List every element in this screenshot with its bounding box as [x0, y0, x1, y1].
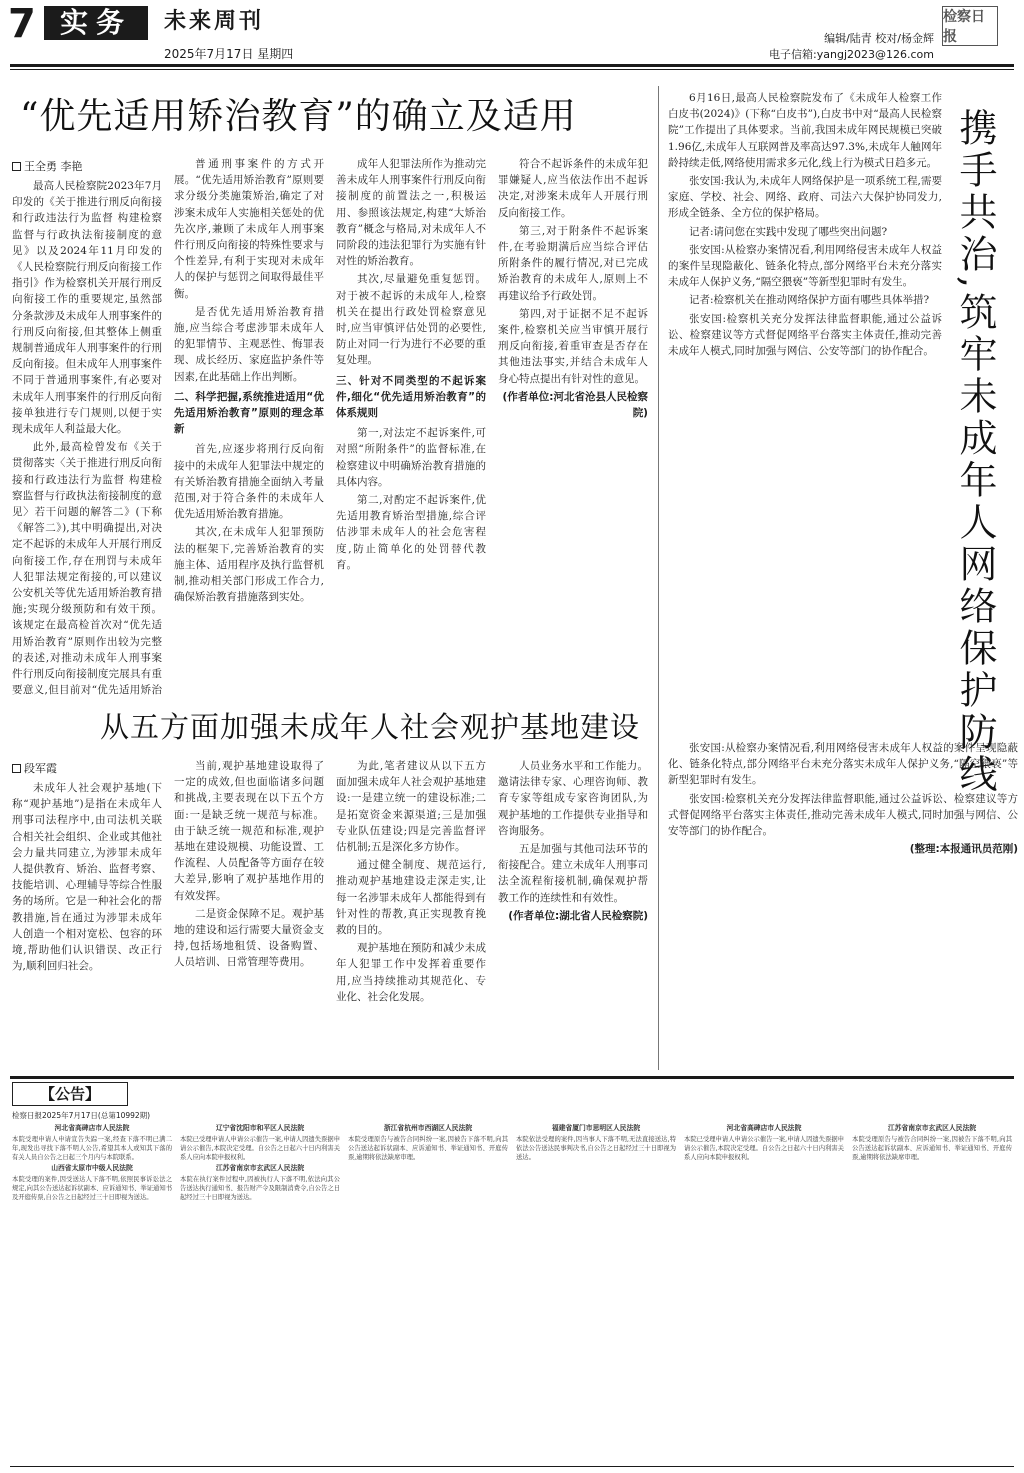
masthead	[0, 0, 1024, 70]
side-article-credit: (整理:本报通讯员范刚)	[909, 843, 1018, 856]
masthead-rule	[10, 64, 1014, 67]
paragraph: 最高人民检察院2023年7月印发的《关于推进行刑反向衔接和行政违法行为监督 构建检察监督与行政执法衔接制度的意见》以及2024年11月印发的《人民检察院行刑反向衔接工作指引》作为检察机关开展行刑反向衔接工作的重要规定,虽然部分条款涉及未成年人刑事案件的行刑反向衔接,但其整体上侧重规制普通成年人刑事案件的行刑反向衔接。但未成年人刑事案件不同于普通刑事案件,有必要对未成年人刑事案件的行刑反向衔接单独进行专门规则,以便于实现未成年人利益最大化。	[12, 180, 162, 436]
footer-rule	[10, 1466, 1014, 1467]
notice-text: 本院在执行案件过程中,因被执行人下落不明,依法向其公告送达执行通知书、报告财产令及限制消费令,自公告之日起经过三十日即视为送达。	[180, 1176, 340, 1201]
paragraph: 首先,应逐步将刑行反向衔接中的未成年人犯罪法中规定的有关矫治教育措施全面纳入考量范围,对于符合条件的未成年人优先适用矫治教育措施。	[174, 443, 324, 521]
paragraph: 第三,对于附条件不起诉案件,在考验期满后应当综合评估所附条件的履行情况,对已完成矫治教育的未成年人,原则上不再建议给予行政处罚。	[498, 224, 648, 302]
column-divider	[658, 86, 659, 1070]
paragraph: 第四,对于证据不足不起诉案件,检察机关应当审慎开展行刑反向衔接,着重审查是否存在其他违法事实,并结合未成年人身心特点提出有针对性的意见。	[498, 307, 648, 385]
notice-title: 河北省高碑店市人民法院	[54, 1124, 130, 1132]
subheading: 三、针对不同类型的不起诉案件,细化“优先适用矫治教育”的体系规则	[336, 374, 486, 420]
paragraph: 张安国:检察机关充分发挥法律监督职能,通过公益诉讼、检察建议等方式督促网络平台落实主体责任,推动完善未成年人模式,同时加强与网信、公安等部门的协作配合。	[668, 792, 1018, 838]
paragraph: 符合不起诉条件的未成年犯罪嫌疑人,应当依法作出不起诉决定,对涉案未成年人开展行刑反向衔接工作。	[498, 158, 648, 219]
article2-column-3	[336, 758, 486, 1070]
article2-column-2	[174, 758, 324, 1070]
paragraph: 当前,观护基地建设取得了一定的成效,但也面临诸多问题和挑战,主要表现在以下五个方面:一是缺乏统一规范与标准。由于缺乏统一规范和标准,观护基地在建设规模、功能设置、工作流程、人员配备等方面存在较大差异,影响了观护基地作用的有效发挥。	[174, 760, 324, 902]
notice-title: 山西省太原市中级人民法院	[51, 1164, 133, 1172]
notice-column-4	[516, 1122, 676, 1462]
side-article-continued	[668, 740, 1018, 1060]
notice-title: 河北省高碑店市人民法院	[726, 1124, 802, 1132]
side-article-title: 携手共治,筑牢未成年人网络保护防线	[953, 108, 997, 797]
notice-text: 本院受理的案件,因受送达人下落不明,依照民事诉讼法之规定,向其公告送达起诉状副本、应诉通知书、举证通知书及开庭传票,自公告之日起经过三十日即视为送达。	[12, 1176, 172, 1201]
paragraph: 普通刑事案件的方式开展。“优先适用矫治教育”原则要求分级分类施策矫治,确定了对涉案未成年人实施相关惩处的优先次序,兼顾了未成年人刑事案件行刑反向衔接的特殊性要求与个性差异,有利于实现对未成年人的保护与惩罚之间取得最佳平衡。	[174, 158, 324, 300]
paragraph: 二是资金保障不足。观护基地的建设和运行需要大量资金支持,包括场地租赁、设备购置、人员培训、日常管理等费用。	[174, 907, 324, 969]
paragraph: 观护基地在预防和减少未成年人犯罪工作中发挥着重要作用,应当持续推动其规范化、专业化、社会化发展。	[336, 942, 486, 1003]
newspaper-logo: 检察日报	[942, 6, 998, 46]
paragraph: 成年人犯罪法所作为推动完善未成年人刑事案件行刑反向衔接制度的前置法之一,积极运用、参照该法规定,构建“大矫治教育”概念与格局,对未成年人不同阶段的违法犯罪行为实施有针对性的矫治教育。	[336, 158, 486, 268]
notice-column-2	[180, 1122, 340, 1462]
paragraph: 张安国:我认为,未成年人网络保护是一项系统工程,需要家庭、学校、社会、网络、政府、司法六大保护协同发力,形成全链条、全方位的保护格局。	[668, 175, 942, 220]
article1-column-1	[12, 178, 162, 696]
editor-email: 电子信箱:yangj2023@126.com	[769, 48, 934, 61]
paragraph: 是否优先适用矫治教育措施,应当综合考虑涉罪未成年人的犯罪情节、主观恶性、悔罪表现、成长经历、家庭监护条件等因素,在此基础上作出判断。	[174, 305, 324, 383]
notice-title: 江苏省南京市玄武区人民法院	[215, 1164, 305, 1172]
article1-column-4	[498, 156, 648, 696]
paragraph: 此外,最高检曾发布《关于贯彻落实〈关于推进行刑反向衔接和行政违法行为监督 构建检察监督与行政执法衔接制度的意见〉若干问题的解答二》(下称《解答二》),其中明确提出,对决定不起诉的未成年人开展行刑反向衔接工作,存在刑罚与未成年人犯罪法规定衔接的,可以建议公安机关等优先适用矫治教育措施;实现分级预防和有效干预。该规定在最高检首次对“优先适用矫治教育”原则作出较为完整的表述,对推动未成年人刑事案件行刑反向衔接制度完展具有重要意义,但目前对“优先适用矫治	[12, 441, 162, 696]
paragraph: 第一,对法定不起诉案件,可对照“所附条件”的监督标准,在检察建议中明确矫治教育措施的具体内容。	[336, 427, 486, 488]
notice-title: 福建省厦门市思明区人民法院	[551, 1124, 641, 1132]
paragraph: 人员业务水平和工作能力。邀请法律专家、心理咨询师、教育专家等组成专家咨询团队,为观护基地的工作提供专业指导和咨询服务。	[498, 760, 648, 837]
article2-byline: 段军霞	[12, 760, 57, 776]
notice-text: 本院已受理申请人申请公示催告一案,申请人因遗失票据申请公示催告,本院决定受理。自公告之日起六十日内利害关系人应向本院申报权利。	[684, 1136, 844, 1161]
section-label: 实务	[44, 6, 148, 40]
notice-column-6	[852, 1122, 1012, 1462]
notice-text: 本院受理原告与被告合同纠纷一案,因被告下落不明,向其公告送达起诉状副本、应诉通知书、举证通知书、开庭传票,逾期将依法缺席审理。	[348, 1136, 508, 1161]
notice-column-1	[12, 1122, 172, 1462]
masthead-rule-thin	[10, 69, 1014, 70]
article1-column-3	[336, 156, 486, 696]
paragraph: 记者:检察机关在推动网络保护方面有哪些具体举措?	[689, 294, 930, 307]
editors-line: 编辑/陆青 校对/杨金辉	[824, 32, 934, 45]
notice-text: 本院依法受理的案件,因当事人下落不明,无法直接送达,特依法公告送达民事判决书,自公告之日起经过三十日即视为送达。	[516, 1136, 676, 1161]
paragraph: 张安国:从检察办案情况看,利用网络侵害未成年人权益的案件呈现隐蔽化、链条化特点,部分网络平台未充分落实未成年人保护义务,“隔空猥亵”等新型犯罪时有发生。	[668, 243, 942, 289]
article1-byline: 王全勇 李艳	[12, 158, 83, 174]
paper-name: 未来周刊	[164, 9, 265, 34]
page-number: 7	[8, 1, 36, 47]
subheading: 二、科学把握,系统推进适用“优先适用矫治教育”原则的理念革新	[174, 390, 324, 436]
notice-title: 江苏省南京市玄武区人民法院	[887, 1124, 977, 1132]
byline-marker-icon	[12, 764, 21, 773]
notice-header: 【公告】	[12, 1082, 128, 1106]
article2-headline: 从五方面加强未成年人社会观护基地建设	[100, 710, 641, 744]
notice-text: 本院已受理申请人申请公示催告一案,申请人因遗失票据申请公示催告,本院决定受理。自公告之日起六十日内利害关系人应向本院申报权利。	[180, 1136, 340, 1161]
issue-date: 2025年7月17日 星期四	[164, 47, 294, 61]
paragraph: 其次,在未成年人犯罪预防法的框架下,完善矫治教育的实施主体、适用程序及执行监督机制,推动相关部门形成工作合力,确保矫治教育措施落到实处。	[174, 526, 324, 604]
side-article-body	[668, 90, 942, 730]
notice-text: 本院受理原告与被告合同纠纷一案,因被告下落不明,向其公告送达起诉状副本、应诉通知书、举证通知书、开庭传票,逾期将依法缺席审理。	[852, 1136, 1012, 1161]
notice-column-3	[348, 1122, 508, 1462]
side-article-intro: 6月16日,最高人民检察院发布了《未成年人检察工作白皮书(2024)》(下称“白皮书”),白皮书中对“最高人民检察院”工作提出了具体要求。当前,我国未成年网民规模已突破1.96亿,未成年人互联网普及率高达97.3%,未成年人触网年龄持续走低,网络使用需求多元化,线上行为模式日趋多元。	[668, 92, 942, 169]
article2-credit: (作者单位:湖北省人民检察院)	[508, 909, 648, 922]
article2-column-4	[498, 758, 648, 1070]
article1-column-2	[174, 156, 324, 696]
article1-headline: “优先适用矫治教育”的确立及适用	[20, 96, 577, 137]
notice-rule	[10, 1076, 1014, 1079]
paragraph: 通过健全制度、规范运行,推动观护基地建设走深走实,让每一名涉罪未成年人都能得到有针对性的帮教,真正实现教育挽救的目的。	[336, 859, 486, 937]
notice-title: 辽宁省沈阳市和平区人民法院	[215, 1124, 305, 1132]
notice-text: 本院受理申请人申请宣告失踪一案,经查下落不明已满二年,现发出寻找下落不明人公告,希望其本人或知其下落的有关人员自公告之日起三个月内与本院联系。	[12, 1136, 172, 1161]
notice-subheader: 检察日报2025年7月17日(总第10992期)	[12, 1111, 151, 1120]
paragraph: 第二,对酌定不起诉案件,优先适用教育矫治型措施,综合评估涉罪未成年人的社会危害程度,防止简单化的处罚替代教育。	[336, 494, 486, 571]
notice-title: 浙江省杭州市西湖区人民法院	[383, 1124, 473, 1132]
article1-credit: (作者单位:河北省沧县人民检察院)	[502, 390, 648, 420]
article2-column-1	[12, 780, 162, 1070]
paragraph: 未成年人社会观护基地(下称“观护基地”)是指在未成年人刑事司法程序中,由司法机关联合相关社会组织、企业或其他社会力量共同建立,为涉罪未成年人提供教育、矫治、监督考察、技能培训、心理辅导等综合性服务的场所。它是一种社会化的帮教措施,旨在通过为涉罪未成年人创造一个相对宽松、包容的环境,帮助他们认识错误、改正行为,顺利回归社会。	[12, 782, 162, 973]
paragraph: 五是加强与其他司法环节的衔接配合。建立未成年人刑事司法全流程衔接机制,确保观护帮教工作的连续性和有效性。	[498, 843, 648, 904]
notice-column-5	[684, 1122, 844, 1462]
byline-marker-icon	[12, 162, 21, 171]
paragraph: 为此,笔者建议从以下五方面加强未成年人社会观护基地建设:一是建立统一的建设标准;二是拓宽资金来源渠道;三是加强专业队伍建设;四是完善监督评估机制;五是深化多方协作。	[336, 760, 486, 854]
paragraph: 张安国:检察机关充分发挥法律监督职能,通过公益诉讼、检察建议等方式督促网络平台落实主体责任,推动完善未成年人模式,同时加强与网信、公安等部门的协作配合。	[668, 312, 942, 358]
paragraph: 张安国:从检察办案情况看,利用网络侵害未成年人权益的案件呈现隐蔽化、链条化特点,部分网络平台未充分落实未成年人保护义务,“隔空猥亵”等新型犯罪时有发生。	[668, 742, 1018, 787]
paragraph: 其次,尽量避免重复惩罚。对于被不起诉的未成年人,检察机关在提出行政处罚检察意见时,应当审慎评估处罚的必要性,防止对同一行为进行不必要的重复处理。	[336, 273, 486, 367]
paragraph: 记者:请问您在实践中发现了哪些突出问题?	[689, 225, 888, 238]
